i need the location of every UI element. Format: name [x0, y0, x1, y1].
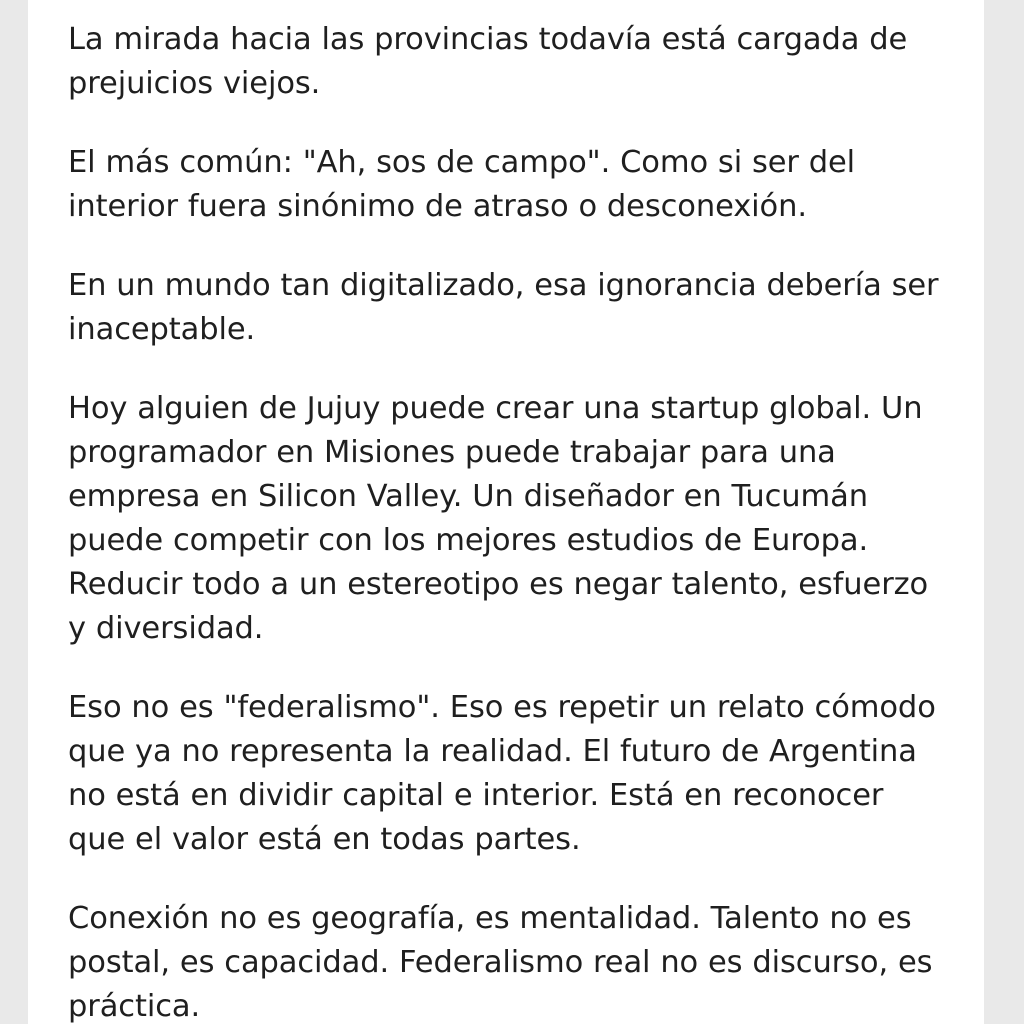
paragraph-5: Eso no es "federalismo". Eso es repetir un relato cómodo que ya no representa la realidad. El futuro de Argentina no está en dividir capital e interior. Está en reconocer que el valor está en todas partes.	[68, 690, 936, 857]
text-page	[28, 0, 984, 1024]
paragraph-4: Hoy alguien de Jujuy puede crear una startup global. Un programador en Misiones puede trabajar para una empresa en Silicon Valley. Un diseñador en Tucumán puede competir con los mejores estudios de Europa. Reducir todo a un estereotipo es negar talento, esfuerzo y diversidad.	[68, 391, 929, 646]
paragraph-3: En un mundo tan digitalizado, esa ignorancia debería ser inaceptable.	[68, 268, 939, 347]
paragraph-1: La mirada hacia las provincias todavía está cargada de prejuicios viejos.	[68, 22, 908, 101]
paragraph-6: Conexión no es geografía, es mentalidad. Talento no es postal, es capacidad. Federalismo real no es discurso, es práctica.	[68, 901, 933, 1024]
article-body	[68, 18, 940, 1024]
right-margin	[984, 0, 1024, 1024]
paragraph-2: El más común: "Ah, sos de campo". Como si ser del interior fuera sinónimo de atraso o desconexión.	[68, 145, 856, 224]
left-margin	[0, 0, 28, 1024]
